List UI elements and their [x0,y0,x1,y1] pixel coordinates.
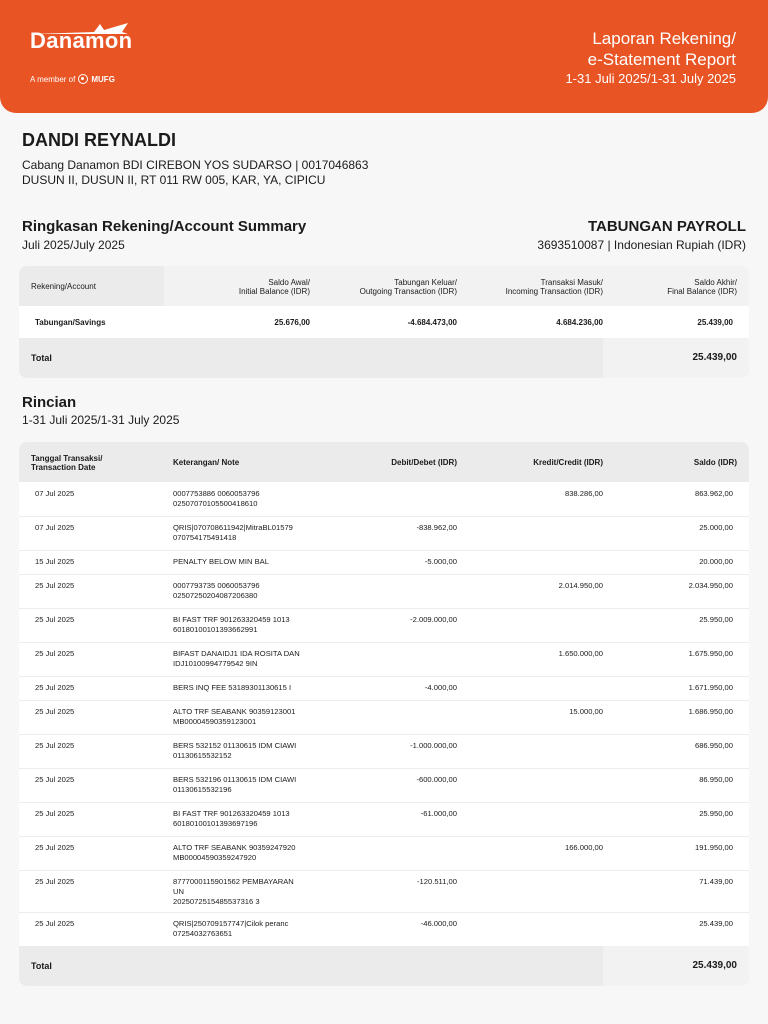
details-period: 1-31 Juli 2025/1-31 July 2025 [22,413,180,427]
table-row [19,912,749,947]
customer-block [22,130,368,188]
row-balance: 1.675.950,00 [688,649,733,658]
row-date: 07 Jul 2025 [35,523,75,532]
summary-header-row [19,266,749,306]
table-row [19,642,749,677]
row-debit: -120.511,00 [417,877,457,886]
row-credit: 1.650.000,00 [558,649,603,658]
row-balance: 1.671.950,00 [688,683,733,692]
row-note-line: MB00004590359247920 [173,853,257,862]
logo-wordmark: Danamon [30,28,133,53]
row-date: 25 Jul 2025 [35,843,75,852]
row-note-line: 0007753886 0060053796 [173,489,260,498]
table-row [19,676,749,701]
row-balance: 25.950,00 [699,809,733,818]
row-note-line: UN [173,887,184,896]
table-row [19,836,749,871]
row-credit: 15.000,00 [569,707,603,716]
row-debit: -61.000,00 [420,809,457,818]
report-title-2: e-Statement Report [587,50,736,69]
row-debit: -46.000,00 [420,919,457,928]
col-final: Saldo Akhir/ Final Balance (IDR) [667,278,737,296]
row-date: 25 Jul 2025 [35,877,75,886]
transactions-header-row [19,442,749,482]
report-period: 1-31 Juli 2025/1-31 July 2025 [565,71,736,86]
row-note-line: BERS 532196 01130615 IDM CIAWI [173,775,297,784]
table-row [19,802,749,837]
table-row [19,768,749,803]
row-note-line: 070754175491418 [173,533,237,542]
group-name: MUFG [91,74,115,84]
summary-heading [22,218,746,252]
row-credit: 166.000,00 [564,843,603,852]
summary-table [19,266,749,378]
report-title-1: Laporan Rekening/ [592,29,736,48]
row-balance: 71.439,00 [699,877,733,886]
row-note [173,741,313,761]
row-note-line: PENALTY BELOW MIN BAL [173,557,269,566]
row-debit: -4.000,00 [424,683,457,692]
row-note-line: QRIS|250709157747|Cilok peranc [173,919,289,928]
account-info: 3693510087 | Indonesian Rupiah (IDR) [537,238,746,252]
table-row [19,574,749,609]
row-date: 07 Jul 2025 [35,489,75,498]
transactions-total-label: Total [31,961,52,971]
customer-address: DUSUN II, DUSUN II, RT 011 RW 005, KAR, YA, CIPICU [22,173,326,187]
summary-total-row [19,338,749,378]
row-debit: -600.000,00 [416,775,457,784]
table-row [19,700,749,735]
col-credit: Kredit/Credit (IDR) [533,458,603,467]
row-note-line: 02507070105500418610 [173,499,258,508]
table-row [19,734,749,769]
row-balance: 191.950,00 [694,843,733,852]
table-row [19,482,749,517]
row-note [173,649,313,669]
row-balance: 25.950,00 [699,615,733,624]
customer-branch: Cabang Danamon BDI CIREBON YOS SUDARSO | 0017046863 [22,158,369,172]
row-balance: 25.439,00 [699,919,733,928]
row-note-line: BERS 532152 01130615 IDM CIAWI [173,741,297,750]
col-note: Keterangan/ Note [173,458,240,467]
summary-outgoing: -4.684.473,00 [407,318,457,327]
row-balance: 686.950,00 [694,741,733,750]
row-note-line: ALTO TRF SEABANK 90359123001 [173,707,296,716]
row-date: 25 Jul 2025 [35,741,75,750]
row-debit: -5.000,00 [424,557,457,566]
summary-initial: 25.676,00 [274,318,310,327]
row-note [173,523,313,543]
summary-total-label: Total [31,353,52,363]
row-debit: -1.000.000,00 [410,741,457,750]
row-note-line: QRIS|070708611942|MitraBL01579 [173,523,293,532]
summary-title: Ringkasan Rekening/Account Summary [22,218,307,235]
summary-total-value: 25.439,00 [692,352,737,363]
row-note [173,489,313,509]
row-note-line: ALTO TRF SEABANK 90359247920 [173,843,296,852]
mufg-icon [78,74,88,84]
member-text: A member of [30,74,76,84]
row-balance: 25.000,00 [699,523,733,532]
row-date: 25 Jul 2025 [35,649,75,658]
row-balance: 1.686.950,00 [688,707,733,716]
statement-header [0,0,768,113]
row-note-line: 0007793735 0060053796 [173,581,260,590]
row-balance: 2.034.950,00 [688,581,733,590]
details-title: Rincian [22,394,77,411]
table-row [19,608,749,643]
col-date: Tanggal Transaksi/ Transaction Date [31,454,103,472]
row-balance: 20.000,00 [699,557,733,566]
row-balance: 863.962,00 [694,489,733,498]
row-note-line: 60180100101393697196 [173,819,258,828]
row-note-line: 07254032763651 [173,929,233,938]
row-note [173,557,313,567]
row-note [173,843,313,863]
row-date: 25 Jul 2025 [35,775,75,784]
row-note-line: 60180100101393662991 [173,625,258,634]
transactions-total-value: 25.439,00 [692,960,737,971]
row-note-line: BI FAST TRF 901263320459 1013 [173,615,290,624]
col-balance: Saldo (IDR) [693,458,737,467]
table-row [19,550,749,575]
table-row [19,516,749,551]
row-date: 25 Jul 2025 [35,707,75,716]
details-heading [22,394,179,427]
col-account: Rekening/Account [31,282,96,291]
col-initial: Saldo Awal/ Initial Balance (IDR) [238,278,310,296]
col-outgoing: Tabungan Keluar/ Outgoing Transaction (IDR) [359,278,457,296]
row-note-line: BI FAST TRF 901263320459 1013 [173,809,290,818]
row-date: 25 Jul 2025 [35,615,75,624]
row-debit: -838.962,00 [416,523,457,532]
row-debit: -2.009.000,00 [410,615,457,624]
row-date: 15 Jul 2025 [35,557,75,566]
row-note [173,707,313,727]
transactions-table [19,442,749,986]
row-note-line: BERS INQ FEE 53189301130615 I [173,683,292,692]
row-note-line: BIFAST DANAIDJ1 IDA ROSITA DAN [173,649,300,658]
row-note [173,683,313,693]
row-credit: 838.286,00 [564,489,603,498]
row-date: 25 Jul 2025 [35,683,75,692]
summary-incoming: 4.684.236,00 [556,318,603,327]
product-name: TABUNGAN PAYROLL [587,218,746,235]
row-note-line: 8777000115901562 PEMBAYARAN [173,877,294,886]
danamon-logo [30,30,132,84]
row-date: 25 Jul 2025 [35,919,75,928]
row-note [173,615,313,635]
row-note-line: 01130615532196 [173,785,232,794]
row-note [173,809,313,829]
row-date: 25 Jul 2025 [35,581,75,590]
row-note-line: 2025072515485537316 3 [173,897,260,906]
summary-final: 25.439,00 [697,318,733,327]
row-note [173,775,313,795]
customer-name: DANDI REYNALDI [22,130,177,150]
col-incoming: Transaksi Masuk/ Incoming Transaction (IDR) [505,278,603,296]
row-balance: 86.950,00 [699,775,733,784]
summary-data-row [19,306,749,338]
row-credit: 2.014.950,00 [558,581,603,590]
row-note-line: 01130615532152 [173,751,232,760]
col-debit: Debit/Debet (IDR) [391,458,457,467]
row-note-line: 02507250204087206380 [173,591,258,600]
transactions-total-row [19,946,749,986]
row-note [173,581,313,601]
row-note [173,877,313,907]
table-row [19,870,749,913]
row-date: 25 Jul 2025 [35,809,75,818]
summary-month: Juli 2025/July 2025 [22,238,125,252]
summary-account: Tabungan/Savings [35,318,106,327]
row-note-line: IDJ10100994779542 9IN [173,659,258,668]
logo-tagline [30,74,132,84]
report-title-block [565,28,736,86]
row-note [173,919,313,939]
row-note-line: MB00004590359123001 [173,717,257,726]
